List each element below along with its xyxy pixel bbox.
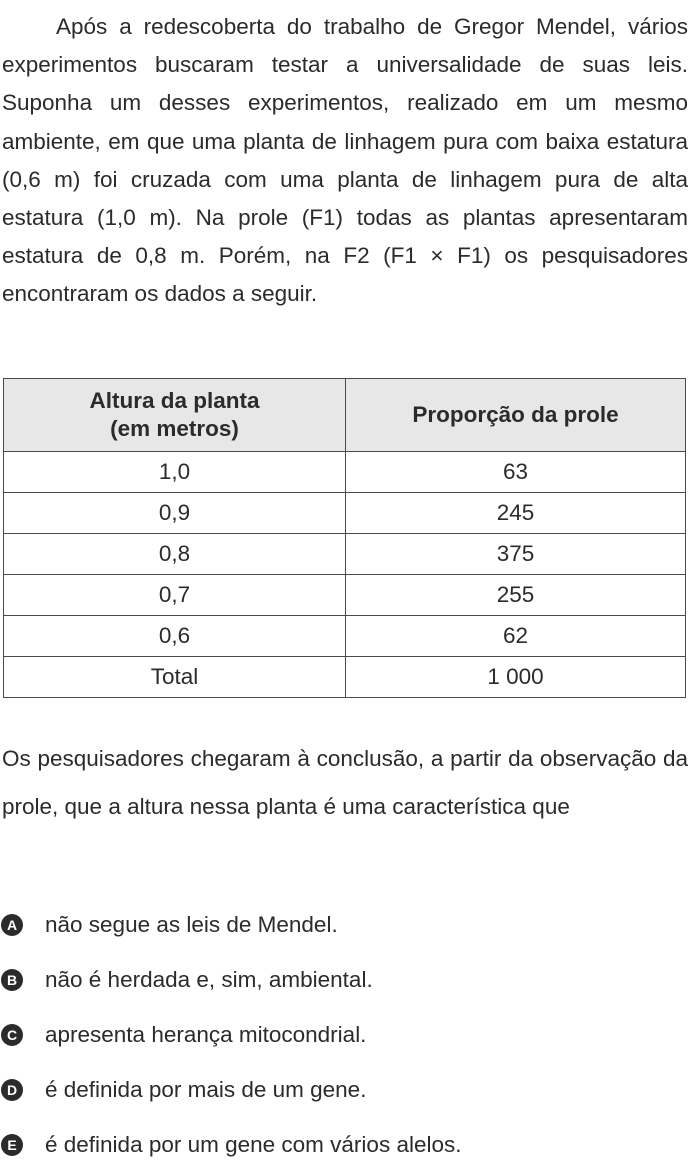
option-text: é definida por um gene com vários alelos. xyxy=(45,1132,462,1158)
cell-height: 0,8 xyxy=(4,534,346,575)
option-c[interactable] xyxy=(0,1007,700,1062)
table-row xyxy=(4,575,686,616)
option-text: não segue as leis de Mendel. xyxy=(45,911,338,937)
cell-total-label: Total xyxy=(4,657,346,698)
header-plant-height xyxy=(4,379,346,452)
option-text: apresenta herança mitocondrial. xyxy=(45,1021,367,1047)
option-letter-badge: B xyxy=(1,969,23,991)
question-intro-text: Após a redescoberta do trabalho de Gregor Mendel, vários experimentos buscaram testar a universalidade de suas leis. Suponha um desses experimentos, realizado em um mesmo ambiente, em que uma planta de linhagem pura com baixa estatura (0,6 m) foi cruzada com uma planta de linhagem pura de alta estatura (1,0 m). Na prole (F1) todas as plantas apresentaram estatura de 0,8 m. Porém, na F2 (F1 × F1) os pesquisadores encontraram os dados a seguir. xyxy=(2,14,688,307)
answer-options-list xyxy=(0,897,700,1173)
option-text: é definida por mais de um gene. xyxy=(45,1077,367,1103)
table-row xyxy=(4,534,686,575)
option-d[interactable] xyxy=(0,1063,700,1118)
option-b[interactable] xyxy=(0,952,700,1007)
option-text: não é herdada e, sim, ambiental. xyxy=(45,966,373,992)
option-letter-badge: D xyxy=(1,1079,23,1101)
option-e[interactable] xyxy=(0,1118,700,1173)
table-total-row xyxy=(4,657,686,698)
table-row xyxy=(4,452,686,493)
header-plant-height-line1: Altura da planta xyxy=(89,388,260,413)
table-header-row xyxy=(4,379,686,452)
option-letter-badge: E xyxy=(1,1134,23,1156)
cell-height: 0,6 xyxy=(4,616,346,657)
header-offspring-proportion: Proporção da prole xyxy=(346,379,686,452)
header-plant-height-line2: (em metros) xyxy=(110,416,239,441)
option-a[interactable] xyxy=(0,897,700,952)
table-row xyxy=(4,493,686,534)
cell-proportion: 245 xyxy=(346,493,686,534)
offspring-data-table xyxy=(3,378,686,698)
question-stem-text: Os pesquisadores chegaram à conclusão, a partir da observação da prole, que a altura nessa planta é uma característica que xyxy=(2,746,688,819)
option-letter-badge: A xyxy=(1,914,23,936)
cell-height: 1,0 xyxy=(4,452,346,493)
cell-proportion: 255 xyxy=(346,575,686,616)
cell-proportion: 63 xyxy=(346,452,686,493)
cell-proportion: 375 xyxy=(346,534,686,575)
cell-total-value: 1 000 xyxy=(346,657,686,698)
option-letter-badge: C xyxy=(1,1024,23,1046)
cell-height: 0,9 xyxy=(4,493,346,534)
table-row xyxy=(4,616,686,657)
cell-proportion: 62 xyxy=(346,616,686,657)
cell-height: 0,7 xyxy=(4,575,346,616)
